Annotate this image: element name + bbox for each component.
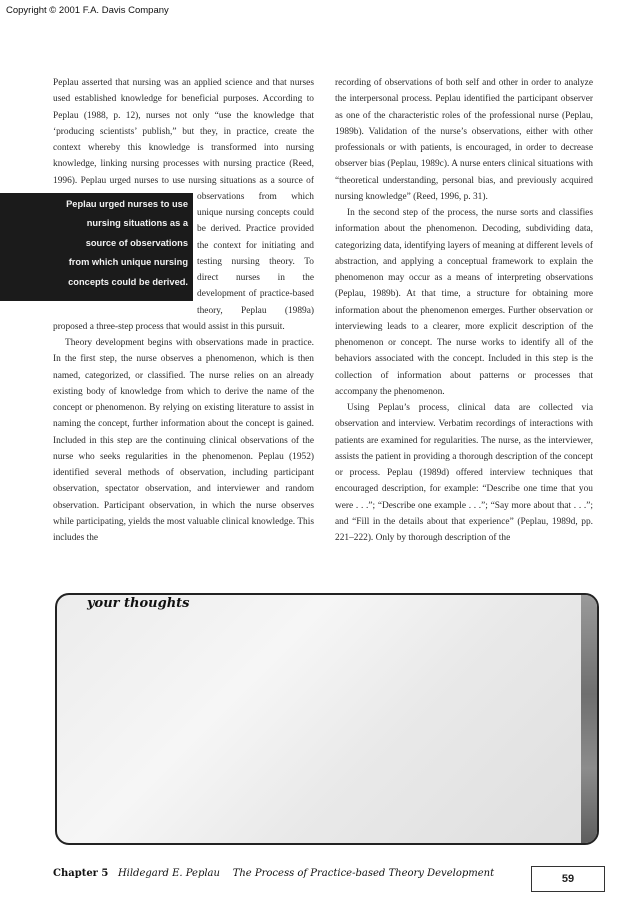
left-paragraph-1-part-b: from which unique nursing concepts could be derived. Practice provided the context for initiating and testing nursing theory. To direct nurses in the development of practice-based theory, Peplau (1989a) proposed a three-step process that would assist in this pursuit. bbox=[53, 191, 314, 332]
left-paragraph-1 bbox=[53, 75, 314, 335]
right-paragraph-3: Using Peplau’s process, clinical data are collected via observation and interview. Verbatim recordings of interactions with patients are examined for regularities. The nurse, as the interviewer, assists the patient in providing a thorough description of the concept or process. Peplau (1989d) offered interview techniques that encouraged description, for example: “Describe one time that you were . . .”; “Describe one example . . .”; “Say more about that . . .”; and “Fill in the details about that experience” (Peplau, 1989d, pp. 221–222). Only by thorough description of the bbox=[335, 403, 593, 543]
pull-quote-line: Peplau urged nurses to use bbox=[66, 198, 188, 209]
footer-title: The Process of Practice-based Theory Development bbox=[232, 868, 495, 879]
right-paragraph-2: In the second step of the process, the nurse sorts and classifies information about the phenomenon. Decoding, subdividing data, categorizing data, identifying layers of meaning at different levels of abstraction, and applying a conceptual framework to explain the phenomenon may occur as a means of interpreting observations (Peplau, 1989b). At that time, a structure for obtaining more information about the phenomenon emerges. Further observation or interviewing leads to a clearer, more explicit description of the phenomenon or concept. The nurse works to identify all of the behaviors associated with the concept. Included in this step is the collection of information about patterns or processes that accompany the phenomenon. bbox=[335, 208, 593, 397]
pull-quote-line: from which unique nursing bbox=[68, 257, 188, 268]
right-paragraph-1: recording of observations of both self and other in order to analyze the interpersonal process. Peplau identified the participant observer as one of the characteristic roles of the professional nurse (Peplau, 1989b). Validation of the nurse’s observations, either with other professionals or with patients, is encouraged, in order to decrease observer bias (Peplau, 1989c). A nurse enters clinical situations with “theoretical understanding, personal bias, and previously acquired nursing knowledge” (Reed, 1996, p. 31). bbox=[335, 78, 593, 202]
running-footer bbox=[53, 868, 494, 879]
copyright-notice: Copyright © 2001 F.A. Davis Company bbox=[6, 5, 169, 16]
footer-author: Hildegard E. Peplau bbox=[117, 868, 220, 879]
your-thoughts-label: your thoughts bbox=[87, 596, 190, 611]
pull-quote-line: nursing situations as a bbox=[86, 218, 188, 229]
footer-chapter: Chapter 5 bbox=[53, 868, 109, 879]
page-number: 59 bbox=[531, 866, 605, 892]
left-paragraph-1-part-a: Peplau asserted that nursing was an applied science and that nurses used established knowledge for beneficial purposes. According to Peplau (1988, p. 12), nurses not only “use the knowledge that ‘producing scientists’ publish,” but they, in practice, create the context whereby this knowledge is transformed into nursing knowledge, linking nursing processes with nursing practice (Reed, 1996). Peplau urged nurses to use nursing situations as a source of observations bbox=[53, 78, 314, 202]
left-column bbox=[53, 75, 314, 546]
pull-quote-line: source of observations bbox=[85, 237, 188, 248]
pull-quote-text bbox=[54, 195, 188, 293]
pull-quote-line: concepts could be derived. bbox=[68, 276, 188, 287]
right-column bbox=[335, 75, 593, 546]
your-thoughts-box[interactable] bbox=[55, 593, 599, 845]
pull-quote bbox=[0, 189, 193, 303]
left-paragraph-2: Theory development begins with observations made in practice. In the first step, the nurse observes a phenomenon, which is then named, categorized, or classified. The nurse relies on an already existing body of knowledge from which to derive the name of the concept or phenomenon. By relying on existing literature to assist in naming the concept, further information about the concept is gained. Included in this step are the continuing clinical observations of the nurse who seeks regularities in the phenomenon. Peplau (1952) identified several methods of observation, including participant observation, spectator observation, and interviewer and random observation. Participant observation, in which the nurse observes while participating, yields the most valuable clinical knowledge. This includes the bbox=[53, 338, 314, 543]
